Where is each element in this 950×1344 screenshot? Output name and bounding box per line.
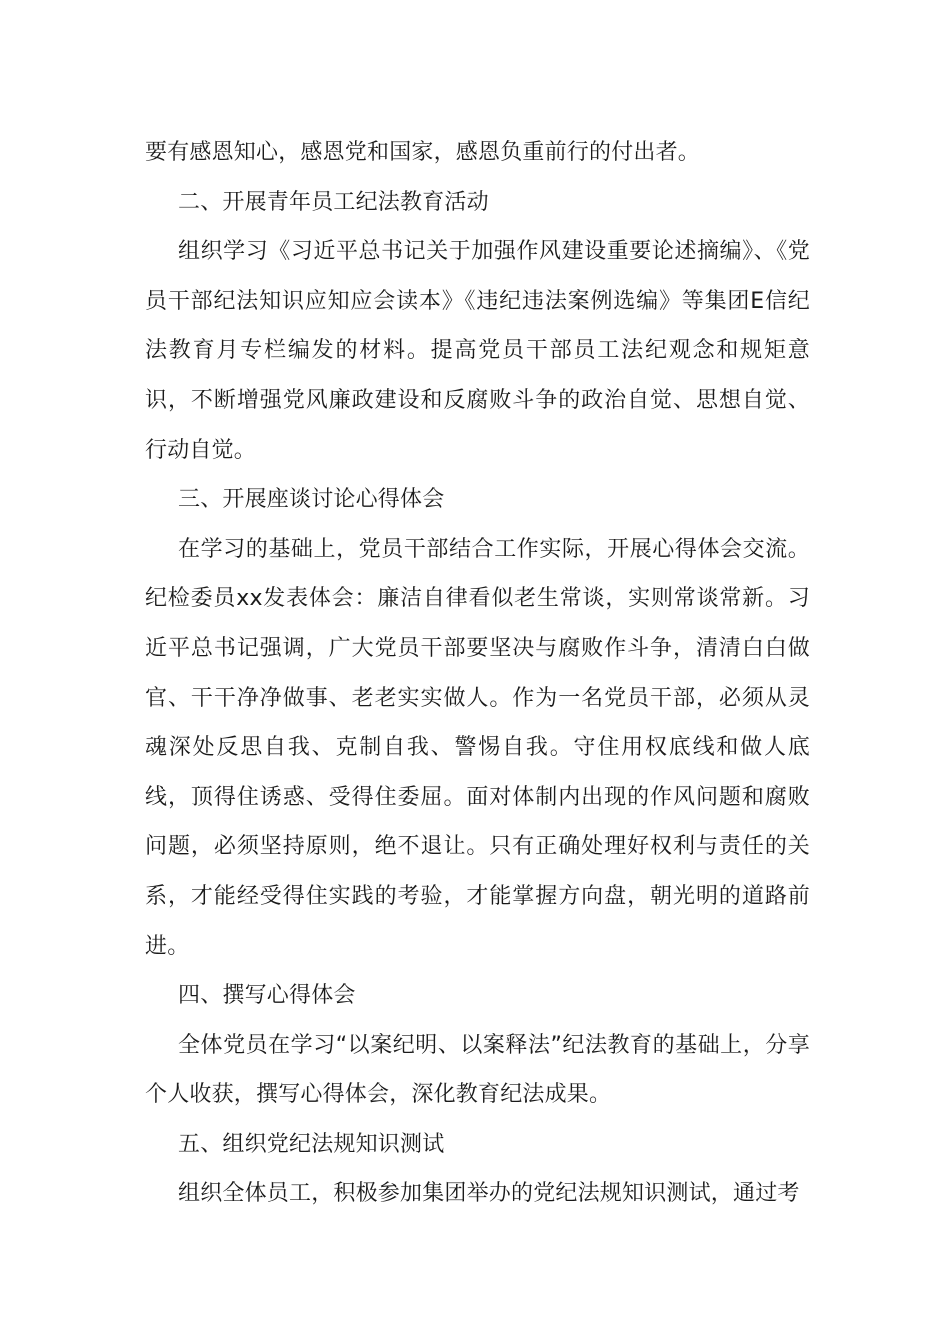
paragraph-test: 组织全体员工，积极参加集团举办的党纪法规知识测试，通过考 [178, 1181, 800, 1207]
section-heading-4: 四、撰写心得体会 [178, 983, 356, 1009]
section-heading-5: 五、组织党纪法规知识测试 [178, 1131, 445, 1157]
paragraph-study-materials: 组织学习《习近平总书记关于加强作风建设重要论述摘编》、《党员干部纪法知识应知应会读本》《违纪违法案例选编》等集团E信纪法教育月专栏编发的材料。提高党员干部员工法纪观念和规矩意识，不断增强党风廉政建设和反腐败斗争的政治自觉、思想自觉、行动自觉。 [145, 239, 810, 463]
paragraph-discussion: 在学习的基础上，党员干部结合工作实际，开展心得体会交流。纪检委员xx发表体会：廉洁自律看似老生常谈，实则常谈常新。习近平总书记强调，广大党员干部要坚决与腐败作斗争，清清白白做官、干干净净做事、老老实实做人。作为一名党员干部，必须从灵魂深处反思自我、克制自我、警惕自我。守住用权底线和做人底线，顶得住诱惑、受得住委屈。面对体制内出现的作风问题和腐败问题，必须坚持原则，绝不退让。只有正确处理好权利与责任的关系，才能经受得住实践的考验，才能掌握方向盘，朝光明的道路前进。 [145, 536, 810, 959]
section-heading-2: 二、开展青年员工纪法教育活动 [178, 189, 489, 215]
section-heading-3: 三、开展座谈讨论心得体会 [178, 487, 445, 513]
paragraph-continuation: 要有感恩知心，感恩党和国家，感恩负重前行的付出者。 [145, 140, 701, 165]
document-body [145, 128, 810, 1219]
paragraph-writing: 全体党员在学习“以案纪明、以案释法”纪法教育的基础上，分享个人收获，撰写心得体会，深化教育纪法成果。 [145, 1032, 810, 1108]
